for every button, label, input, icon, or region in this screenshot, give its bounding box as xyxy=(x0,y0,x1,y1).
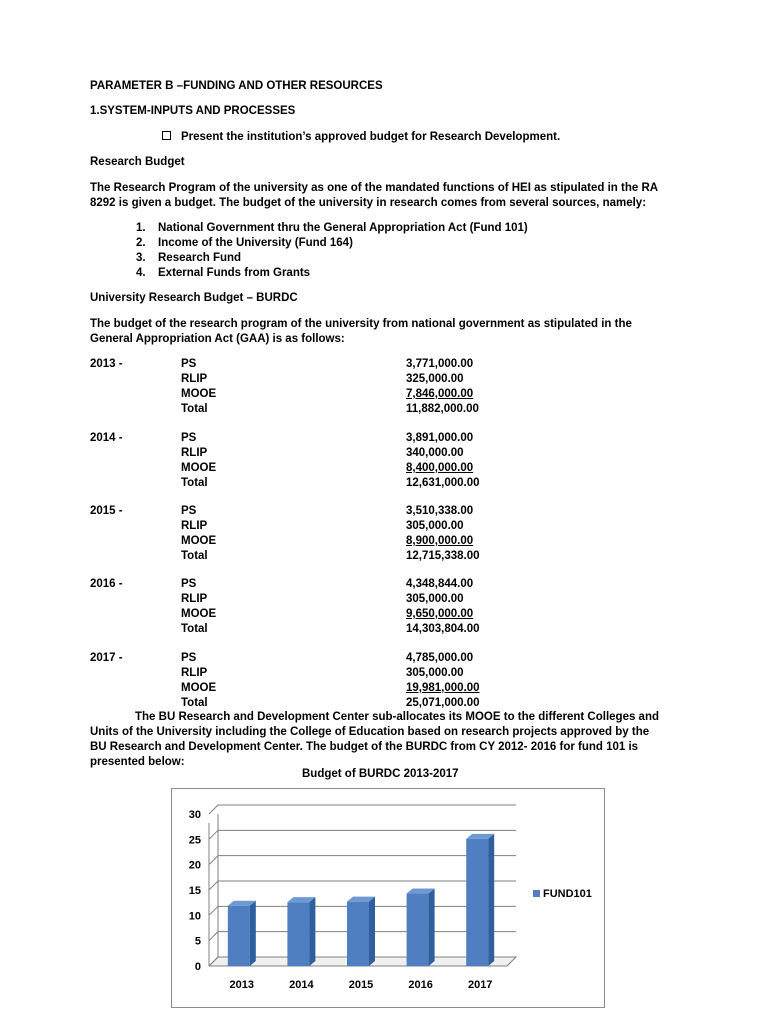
value-total: 12,631,000.00 xyxy=(406,477,480,489)
value-mooe: 7,846,000.00 xyxy=(406,388,474,400)
list-item: National Government thru the General Appropriation Act (Fund 101) xyxy=(158,222,528,234)
value-rlip: 305,000.00 xyxy=(406,520,464,532)
value-rlip: 305,000.00 xyxy=(406,667,464,679)
chart-x-tick-label: 2016 xyxy=(408,979,433,991)
list-item: Income of the University (Fund 164) xyxy=(158,237,353,249)
label-rlip: RLIP xyxy=(181,667,208,679)
label-rlip: RLIP xyxy=(181,520,208,532)
chart-x-tick-label: 2013 xyxy=(229,979,255,991)
research-budget-para-line2: 8292 is given a budget. The budget of the university in research comes from several sources, namely: xyxy=(90,197,647,209)
section-subheading: 1.SYSTEM-INPUTS AND PROCESSES xyxy=(90,105,296,117)
value-mooe: 8,900,000.00 xyxy=(406,535,474,547)
budget-year: 2015 - xyxy=(90,505,123,517)
value-ps: 4,785,000.00 xyxy=(406,652,474,664)
list-item: External Funds from Grants xyxy=(158,267,311,279)
chart-legend-label: FUND101 xyxy=(543,888,592,900)
chart-bar-side xyxy=(429,889,435,966)
list-item-number: 1. xyxy=(136,222,146,234)
value-rlip: 325,000.00 xyxy=(406,373,464,385)
budget-year: 2014 - xyxy=(90,432,123,444)
value-ps: 3,771,000.00 xyxy=(406,358,474,370)
chart-bar xyxy=(287,902,309,966)
closing-para-line1: The BU Research and Development Center sub-allocates its MOOE to the different Colleges and xyxy=(135,711,659,723)
burdc-budget-chart xyxy=(171,788,605,1008)
burdc-para-line1: The budget of the research program of the university from national government as stipulated in the xyxy=(90,318,632,330)
chart-y-tick-label: 10 xyxy=(188,910,201,923)
chart-y-tick-label: 0 xyxy=(194,961,201,973)
list-item-number: 2. xyxy=(136,237,146,249)
chart-y-tick-label: 15 xyxy=(188,885,201,897)
research-budget-para-line1: The Research Program of the university as one of the mandated functions of HEI as stipulated in the RA xyxy=(90,182,659,194)
research-budget-title: Research Budget xyxy=(90,156,185,168)
value-mooe: 9,650,000.00 xyxy=(406,608,474,620)
chart-x-tick-label: 2014 xyxy=(289,979,314,991)
budget-year: 2016 - xyxy=(90,578,123,590)
chart-bar xyxy=(466,839,488,966)
label-rlip: RLIP xyxy=(181,447,208,459)
value-mooe: 19,981,000.00 xyxy=(406,682,480,694)
label-mooe: MOOE xyxy=(181,608,217,620)
label-mooe: MOOE xyxy=(181,535,217,547)
chart-y-tick-label: 20 xyxy=(188,859,201,872)
list-item: Research Fund xyxy=(158,252,242,264)
label-mooe: MOOE xyxy=(181,462,217,474)
value-rlip: 340,000.00 xyxy=(406,447,464,459)
label-ps: PS xyxy=(181,432,197,444)
chart-y-tick-label: 5 xyxy=(194,935,201,948)
label-rlip: RLIP xyxy=(181,593,208,605)
value-total: 12,715,338.00 xyxy=(406,550,480,562)
label-total: Total xyxy=(181,403,208,415)
closing-para-line2: Units of the University including the College of Education based on research projects approved by the xyxy=(90,726,650,738)
value-total: 11,882,000.00 xyxy=(406,403,479,415)
label-total: Total xyxy=(181,623,208,635)
label-total: Total xyxy=(181,697,208,709)
value-ps: 3,510,338.00 xyxy=(406,505,474,517)
budget-year: 2013 - xyxy=(90,358,123,370)
list-item-number: 3. xyxy=(136,252,146,264)
value-total: 14,303,804.00 xyxy=(406,623,480,635)
chart-title: Budget of BURDC 2013-2017 xyxy=(302,768,459,780)
burdc-title: University Research Budget – BURDC xyxy=(90,292,298,304)
burdc-para-line2: General Appropriation Act (GAA) is as follows: xyxy=(90,333,345,345)
chart-bar-side xyxy=(488,834,494,966)
bullet-item xyxy=(162,131,560,143)
value-ps: 3,891,000.00 xyxy=(406,432,474,444)
label-ps: PS xyxy=(181,505,197,517)
chart-x-tick-label: 2015 xyxy=(348,979,374,991)
value-rlip: 305,000.00 xyxy=(406,593,464,605)
checkbox-bullet-icon xyxy=(162,131,171,140)
chart-bar xyxy=(407,894,429,966)
page-heading: PARAMETER B –FUNDING AND OTHER RESOURCES xyxy=(90,80,383,92)
value-mooe: 8,400,000.00 xyxy=(406,462,474,474)
bullet-text: Present the institution’s approved budget for Research Development. xyxy=(181,131,561,143)
label-mooe: MOOE xyxy=(181,682,217,694)
label-ps: PS xyxy=(181,652,197,664)
chart-frame xyxy=(172,789,605,1008)
label-total: Total xyxy=(181,477,208,489)
chart-x-tick-label: 2017 xyxy=(467,979,493,991)
chart-y-tick-label: 25 xyxy=(188,834,201,847)
closing-para-line4: presented below: xyxy=(90,756,185,768)
chart-bar-side xyxy=(309,897,315,966)
label-rlip: RLIP xyxy=(181,373,208,385)
label-ps: PS xyxy=(181,578,197,590)
chart-bar xyxy=(228,906,250,966)
chart-legend-swatch xyxy=(533,890,540,897)
label-ps: PS xyxy=(181,358,197,370)
value-total: 25,071,000.00 xyxy=(406,697,480,709)
label-mooe: MOOE xyxy=(181,388,217,400)
budget-year: 2017 - xyxy=(90,652,123,664)
value-ps: 4,348,844.00 xyxy=(406,578,474,590)
chart-bar-side xyxy=(250,901,256,966)
list-item-number: 4. xyxy=(136,267,146,279)
chart-y-tick-label: 30 xyxy=(188,809,201,821)
closing-para-line3: BU Research and Development Center. The budget of the BURDC from CY 2012- 2016 for fund 101 is xyxy=(90,741,639,753)
label-total: Total xyxy=(181,550,208,562)
chart-bar xyxy=(347,902,369,966)
chart-bar-side xyxy=(369,897,375,966)
